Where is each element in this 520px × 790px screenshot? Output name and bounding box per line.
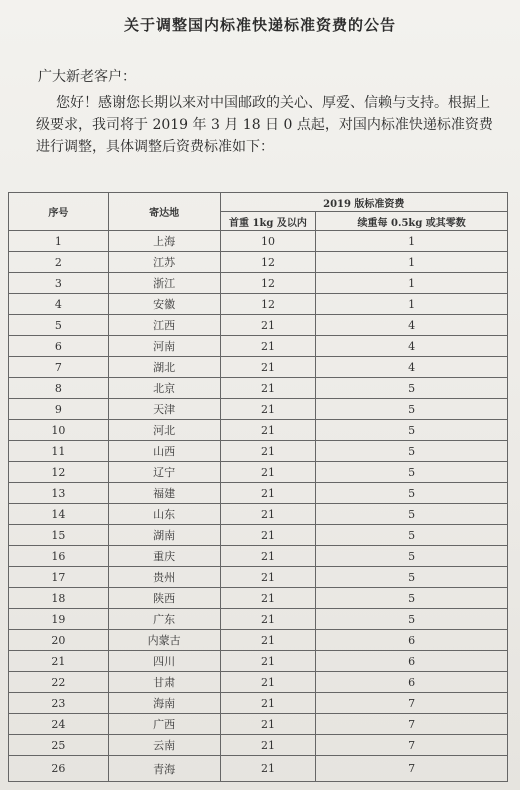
seq-cell: 2	[9, 252, 109, 273]
table-row	[9, 693, 508, 714]
destination-cell: 海南	[108, 693, 220, 714]
first-weight-cell: 21	[220, 483, 316, 504]
destination-cell: 河南	[108, 336, 220, 357]
additional-weight-cell: 5	[316, 441, 508, 462]
notice-greeting: 广大新老客户：	[38, 69, 136, 85]
additional-weight-cell: 5	[316, 483, 508, 504]
first-weight-cell: 21	[220, 735, 316, 756]
seq-cell: 15	[9, 525, 109, 546]
destination-cell: 福建	[108, 483, 220, 504]
additional-weight-cell: 5	[316, 546, 508, 567]
seq-cell: 13	[9, 483, 109, 504]
destination-cell: 贵州	[108, 567, 220, 588]
additional-weight-cell: 5	[316, 525, 508, 546]
destination-cell: 浙江	[108, 273, 220, 294]
table-row	[9, 378, 508, 399]
additional-weight-cell: 1	[316, 273, 508, 294]
destination-cell: 江苏	[108, 252, 220, 273]
table-row	[9, 525, 508, 546]
table-row	[9, 315, 508, 336]
first-weight-cell: 12	[220, 273, 316, 294]
first-weight-cell: 21	[220, 399, 316, 420]
first-weight-cell: 21	[220, 336, 316, 357]
seq-cell: 7	[9, 357, 109, 378]
destination-cell: 青海	[108, 756, 220, 782]
destination-cell: 上海	[108, 231, 220, 252]
first-weight-cell: 21	[220, 378, 316, 399]
first-weight-cell: 21	[220, 546, 316, 567]
destination-cell: 甘肃	[108, 672, 220, 693]
table-row	[9, 714, 508, 735]
table-row	[9, 567, 508, 588]
additional-weight-cell: 5	[316, 567, 508, 588]
table-row	[9, 336, 508, 357]
first-weight-cell: 10	[220, 231, 316, 252]
fee-table	[8, 192, 508, 782]
seq-cell: 17	[9, 567, 109, 588]
additional-weight-cell: 6	[316, 672, 508, 693]
notice-title: 关于调整国内标准快递标准资费的公告	[123, 16, 396, 34]
seq-cell: 14	[9, 504, 109, 525]
destination-cell: 重庆	[108, 546, 220, 567]
table-row	[9, 420, 508, 441]
first-weight-cell: 21	[220, 672, 316, 693]
destination-cell: 陕西	[108, 588, 220, 609]
additional-weight-cell: 5	[316, 420, 508, 441]
destination-cell: 广西	[108, 714, 220, 735]
destination-cell: 江西	[108, 315, 220, 336]
header-destination: 寄达地	[108, 193, 220, 231]
seq-cell: 16	[9, 546, 109, 567]
notice-body: 您好！感谢您长期以来对中国邮政的关心、厚爱、信赖与支持。根据上级要求，我司将于 2019 年 3 月 18 日 0 点起，对国内标准快递标准资费进行调整，具体调整后资费标准如下：	[36, 95, 493, 155]
table-row	[9, 651, 508, 672]
additional-weight-cell: 4	[316, 357, 508, 378]
seq-cell: 25	[9, 735, 109, 756]
table-row	[9, 252, 508, 273]
destination-cell: 广东	[108, 609, 220, 630]
first-weight-cell: 21	[220, 504, 316, 525]
first-weight-cell: 21	[220, 567, 316, 588]
seq-cell: 6	[9, 336, 109, 357]
table-row	[9, 483, 508, 504]
additional-weight-cell: 7	[316, 693, 508, 714]
additional-weight-cell: 4	[316, 336, 508, 357]
first-weight-cell: 12	[220, 252, 316, 273]
table-row	[9, 756, 508, 782]
table-row	[9, 630, 508, 651]
first-weight-cell: 21	[220, 357, 316, 378]
header-seq: 序号	[9, 193, 109, 231]
additional-weight-cell: 1	[316, 294, 508, 315]
fee-table-body	[9, 231, 508, 782]
additional-weight-cell: 5	[316, 378, 508, 399]
additional-weight-cell: 7	[316, 735, 508, 756]
first-weight-cell: 21	[220, 714, 316, 735]
seq-cell: 20	[9, 630, 109, 651]
header-first-weight: 首重 1kg 及以内	[220, 212, 316, 231]
table-row	[9, 441, 508, 462]
seq-cell: 22	[9, 672, 109, 693]
seq-cell: 5	[9, 315, 109, 336]
first-weight-cell: 21	[220, 420, 316, 441]
seq-cell: 24	[9, 714, 109, 735]
table-row	[9, 609, 508, 630]
destination-cell: 河北	[108, 420, 220, 441]
destination-cell: 山东	[108, 504, 220, 525]
first-weight-cell: 21	[220, 315, 316, 336]
table-row	[9, 294, 508, 315]
additional-weight-cell: 5	[316, 462, 508, 483]
seq-cell: 12	[9, 462, 109, 483]
first-weight-cell: 21	[220, 441, 316, 462]
table-row	[9, 399, 508, 420]
additional-weight-cell: 5	[316, 588, 508, 609]
additional-weight-cell: 6	[316, 630, 508, 651]
table-row	[9, 357, 508, 378]
additional-weight-cell: 7	[316, 714, 508, 735]
additional-weight-cell: 5	[316, 609, 508, 630]
destination-cell: 天津	[108, 399, 220, 420]
additional-weight-cell: 5	[316, 504, 508, 525]
header-fee-group: 2019 版标准资费	[220, 193, 507, 212]
table-row	[9, 462, 508, 483]
seq-cell: 23	[9, 693, 109, 714]
additional-weight-cell: 5	[316, 399, 508, 420]
first-weight-cell: 21	[220, 462, 316, 483]
seq-cell: 21	[9, 651, 109, 672]
table-row	[9, 504, 508, 525]
additional-weight-cell: 1	[316, 252, 508, 273]
table-row	[9, 273, 508, 294]
first-weight-cell: 21	[220, 630, 316, 651]
seq-cell: 3	[9, 273, 109, 294]
seq-cell: 18	[9, 588, 109, 609]
first-weight-cell: 12	[220, 294, 316, 315]
seq-cell: 11	[9, 441, 109, 462]
seq-cell: 19	[9, 609, 109, 630]
destination-cell: 内蒙古	[108, 630, 220, 651]
first-weight-cell: 21	[220, 525, 316, 546]
destination-cell: 四川	[108, 651, 220, 672]
first-weight-cell: 21	[220, 693, 316, 714]
destination-cell: 安徽	[108, 294, 220, 315]
additional-weight-cell: 4	[316, 315, 508, 336]
table-row	[9, 588, 508, 609]
additional-weight-cell: 6	[316, 651, 508, 672]
first-weight-cell: 21	[220, 756, 316, 782]
seq-cell: 8	[9, 378, 109, 399]
additional-weight-cell: 1	[316, 231, 508, 252]
destination-cell: 辽宁	[108, 462, 220, 483]
seq-cell: 1	[9, 231, 109, 252]
table-row	[9, 546, 508, 567]
destination-cell: 云南	[108, 735, 220, 756]
first-weight-cell: 21	[220, 609, 316, 630]
seq-cell: 9	[9, 399, 109, 420]
seq-cell: 4	[9, 294, 109, 315]
destination-cell: 湖北	[108, 357, 220, 378]
header-additional-weight: 续重每 0.5kg 或其零数	[316, 212, 508, 231]
seq-cell: 26	[9, 756, 109, 782]
table-row	[9, 735, 508, 756]
first-weight-cell: 21	[220, 651, 316, 672]
destination-cell: 湖南	[108, 525, 220, 546]
table-row	[9, 672, 508, 693]
seq-cell: 10	[9, 420, 109, 441]
destination-cell: 山西	[108, 441, 220, 462]
table-row	[9, 231, 508, 252]
first-weight-cell: 21	[220, 588, 316, 609]
additional-weight-cell: 7	[316, 756, 508, 782]
destination-cell: 北京	[108, 378, 220, 399]
